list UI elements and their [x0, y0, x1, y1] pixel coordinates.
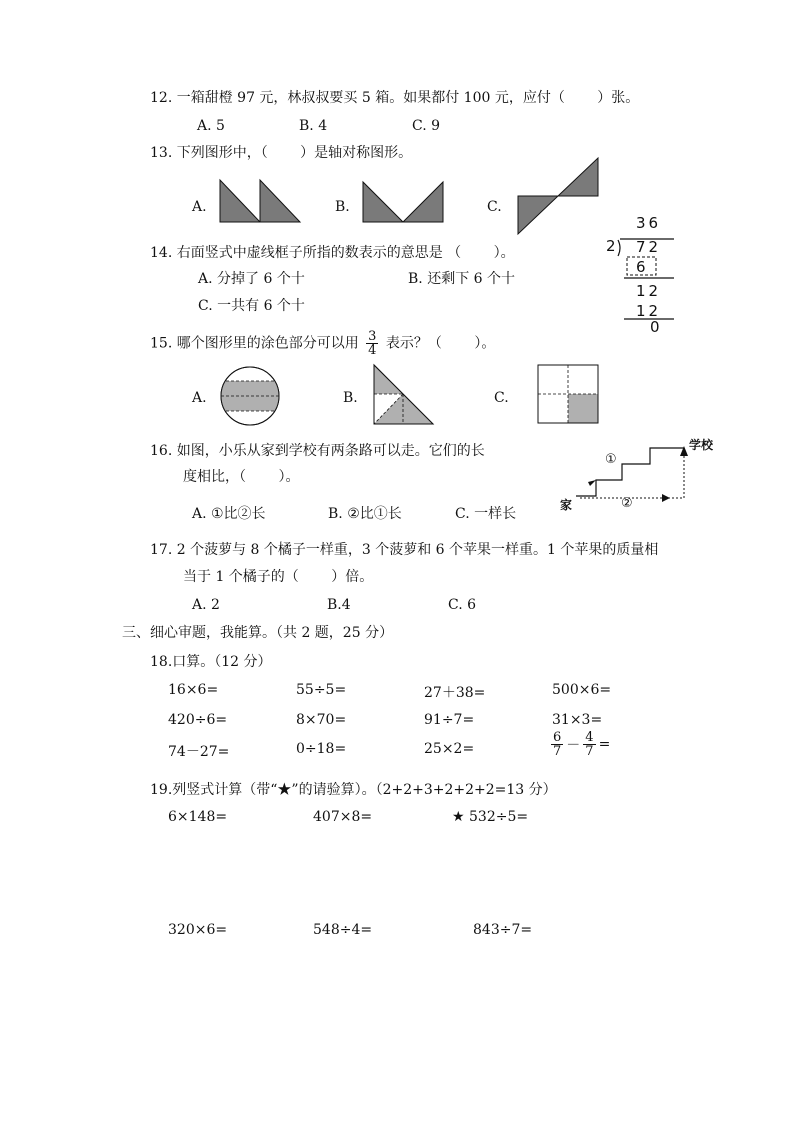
- q16-label-route1: ①: [605, 452, 617, 467]
- q12-text: 12. 一箱甜橙 97 元，林叔叔要买 5 箱。如果都付 100 元，应付（ ）张。: [150, 90, 640, 106]
- q19-r2c1: 320×6=: [168, 922, 228, 938]
- q13-figure-c: [518, 156, 600, 236]
- q16-option-b: B. ②比①长: [328, 506, 402, 522]
- q17-option-a: A. 2: [192, 597, 220, 613]
- q18-fraction-a-num: 6: [553, 730, 562, 745]
- division-divisor: 2: [606, 237, 616, 255]
- q15-fraction: [366, 330, 378, 357]
- q19-title: 19.列竖式计算（带“★”的请验算）。（2+2+3+2+2+2=13 分）: [150, 782, 557, 798]
- q13-option-b: B.: [335, 199, 350, 215]
- q15-fraction-denominator: 4: [368, 343, 377, 358]
- q18-r2c3: 91÷7=: [424, 712, 475, 728]
- q18-fraction-b: [583, 731, 595, 758]
- q16-line2: 度相比，（ ）。: [183, 469, 300, 485]
- q18-fraction-a: [551, 731, 563, 758]
- q18-fraction-op: －: [566, 737, 581, 754]
- division-dividend: 72: [636, 238, 662, 256]
- q13-option-c: C.: [487, 199, 502, 215]
- q15-text-before: 15. 哪个图形里的涂色部分可以用: [150, 335, 359, 352]
- q15-option-a: A.: [192, 390, 207, 406]
- q18-fraction-a-den: 7: [553, 744, 562, 759]
- q13-figure-b: [363, 180, 445, 224]
- q18-r2c1: 420÷6=: [168, 712, 228, 728]
- q14-text: 14. 右面竖式中虚线框子所指的数表示的意思是 （ ）。: [150, 245, 515, 261]
- q18-r3c1: 74－27=: [168, 744, 230, 760]
- q13-option-a: A.: [192, 199, 207, 215]
- q16-label-home: 家: [560, 498, 573, 512]
- q15-option-c: C.: [494, 390, 509, 406]
- division-quotient: 36: [636, 214, 662, 232]
- q19-r1c1: 6×148=: [168, 809, 228, 825]
- q12-option-c: C. 9: [412, 118, 441, 134]
- q18-title: 18.口算。（12 分）: [150, 654, 272, 670]
- q18-r1c2: 55÷5=: [296, 682, 347, 698]
- q18-r3c2: 0÷18=: [296, 741, 347, 757]
- q16-label-school: 学校: [689, 438, 714, 452]
- q15-fraction-numerator: 3: [368, 329, 377, 344]
- q18-r3c4-fraction-expr: [548, 731, 610, 758]
- division-step2: 12: [636, 282, 662, 300]
- q17-option-c: C. 6: [448, 597, 477, 613]
- q17-line1: 17. 2 个菠萝与 8 个橘子一样重，3 个菠萝和 6 个苹果一样重。1 个苹果的质量相: [150, 542, 659, 558]
- q14-option-c: C. 一共有 6 个十: [198, 298, 305, 314]
- q16-line1: 16. 如图，小乐从家到学校有两条路可以走。它们的长: [150, 443, 485, 459]
- q18-r1c4: 500×6=: [552, 682, 612, 698]
- q15-figure-c-square: [537, 364, 599, 424]
- section3-title: 三、细心审题，我能算。（共 2 题，25 分）: [122, 625, 394, 641]
- q12-option-a: A. 5: [197, 118, 225, 134]
- q15-figure-b-triangle: [373, 364, 435, 426]
- q16-option-c: C. 一样长: [455, 506, 517, 522]
- q14-option-a: A. 分掉了 6 个十: [198, 271, 305, 287]
- q17-option-b: B.4: [327, 597, 351, 613]
- q18-r2c2: 8×70=: [296, 712, 347, 728]
- q14-option-b: B. 还剩下 6 个十: [408, 271, 515, 287]
- q16-label-route2: ②: [621, 496, 633, 511]
- q17-line2: 当于 1 个橘子的（ ）倍。: [183, 569, 374, 585]
- q18-r1c1: 16×6=: [168, 682, 219, 698]
- division-remainder: 0: [650, 318, 660, 336]
- division-step3: 12: [636, 302, 662, 320]
- q19-r2c3: 843÷7=: [473, 922, 533, 938]
- division-step1: 6: [636, 258, 646, 276]
- q15-option-b: B.: [343, 390, 358, 406]
- q18-r1c3: 27＋38=: [424, 685, 486, 701]
- q16-option-a: A. ①比②长: [192, 506, 266, 522]
- q19-r2c2: 548÷4=: [313, 922, 373, 938]
- q18-fraction-eq: =: [598, 736, 611, 753]
- q19-r1c3: ★ 532÷5=: [452, 809, 529, 825]
- q15-text: [150, 330, 495, 357]
- q15-figure-a-circle: [220, 366, 282, 428]
- q18-fraction-b-num: 4: [585, 730, 594, 745]
- q12-option-b: B. 4: [299, 118, 328, 134]
- q15-text-after: 表示？（ ）。: [385, 335, 496, 352]
- q18-r2c4: 31×3=: [552, 712, 603, 728]
- q13-figure-a: [220, 178, 302, 224]
- long-division-lines: [600, 214, 680, 336]
- q18-fraction-b-den: 7: [585, 744, 594, 759]
- q18-r3c3: 25×2=: [424, 741, 475, 757]
- q19-r1c2: 407×8=: [313, 809, 373, 825]
- q13-text: 13. 下列图形中，（ ）是轴对称图形。: [150, 145, 413, 161]
